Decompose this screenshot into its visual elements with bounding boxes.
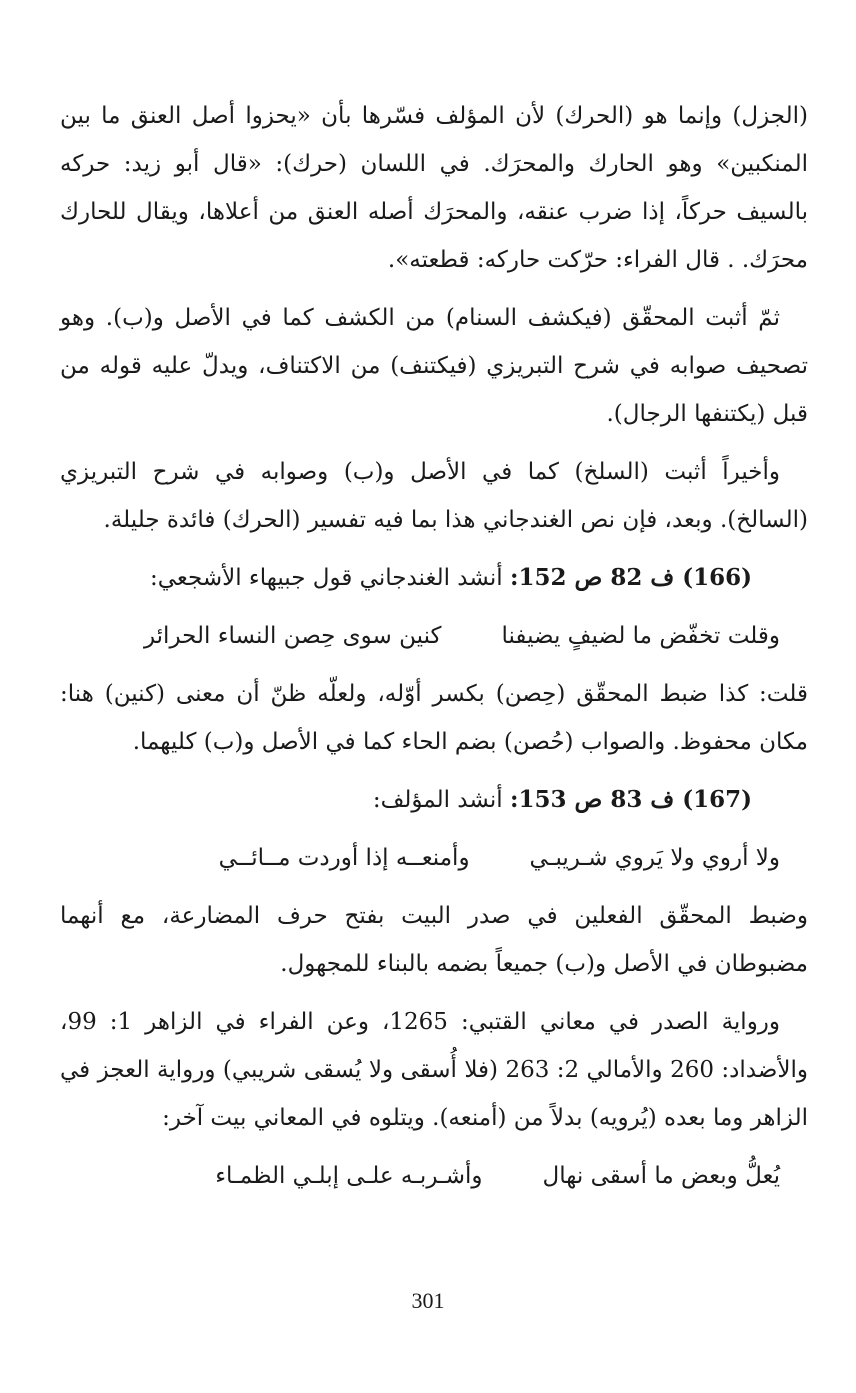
page-body — [60, 92, 808, 1210]
verse-1 — [60, 612, 808, 660]
paragraph-5: وضبط المحقّق الفعلين في صدر البيت بفتح حرف المضارعة، مع أنهما مضبوطان في الأصل و(ب) جميعاً بضمه بالبناء للمجهول. — [60, 903, 808, 977]
verse-3-second-hemistich: وأشـربـه علـى إبلـي الظمـاء — [215, 1163, 483, 1189]
entry-167-number: (167) ف 83 ص 153: — [509, 786, 752, 813]
entry-166-number: (166) ف 82 ص 152: — [509, 564, 752, 591]
verse-3-first-hemistich: يُعلُّ وبعض ما أسقى نهال — [542, 1163, 780, 1189]
verse-2-first-hemistich: ولا أروي ولا يَروي شـريبـي — [529, 845, 780, 871]
entry-167-text: أنشد المؤلف: — [372, 787, 510, 813]
paragraph-2: ثمّ أثبت المحقّق (فيكشف السنام) من الكشف كما في الأصل و(ب). وهو تصحيف صوابه في شرح التبريزي (فيكتنف) من الاكتناف، ويدلّ عليه قوله من قبل (يكتنفها الرجال). — [60, 305, 808, 427]
page-number: 301 — [411, 1288, 445, 1313]
verse-2-second-hemistich: وأمنعــه إذا أوردت مــائــي — [218, 845, 470, 871]
verse-1-first-hemistich: وقلت تخفّض ما لضيفٍ يضيفنا — [501, 623, 780, 649]
paragraph-1: (الجزل) وإنما هو (الحرك) لأن المؤلف فسّرها بأن «يحزوا أصل العنق ما بين المنكبين» وهو الحارك والمحرَك. في اللسان (حرك): «قال أبو زيد: حركه بالسيف حركاً، إذا ضرب عنقه، والمحرَك أصله العنق من أعلاها، ويقال للحارك محرَك. . قال الفراء: حرّكت حاركه: قطعته». — [60, 103, 808, 273]
entry-167 — [60, 776, 808, 824]
verse-1-second-hemistich: كنين سوى حِصن النساء الحرائر — [143, 623, 442, 649]
verse-2 — [60, 834, 808, 882]
paragraph-4: قلت: كذا ضبط المحقّق (حِصن) بكسر أوّله، ولعلّه ظنّ أن معنى (كنين) هنا: مكان محفوظ. والصواب (حُصن) بضم الحاء كما في الأصل و(ب) كليهما. — [60, 681, 808, 755]
entry-166 — [60, 554, 808, 602]
entry-166-text: أنشد الغندجاني قول جبيهاء الأشجعي: — [149, 565, 510, 591]
verse-3 — [60, 1152, 808, 1200]
paragraph-6: ورواية الصدر في معاني القتبي: 1265، وعن الفراء في الزاهر 1: 99، والأضداد: 260 والأمالي 2: 263 (فلا أُسقى ولا يُسقى شريبي) ورواية العجز في الزاهر وما بعده (يُرويه) بدلاً من (أمنعه). ويتلوه في المعاني بيت آخر: — [60, 1009, 808, 1131]
paragraph-3: وأخيراً أثبت (السلخ) كما في الأصل و(ب) وصوابه في شرح التبريزي (السالخ). وبعد، فإن نص الغندجاني هذا بما فيه تفسير (الحرك) فائدة جليلة. — [60, 459, 808, 533]
